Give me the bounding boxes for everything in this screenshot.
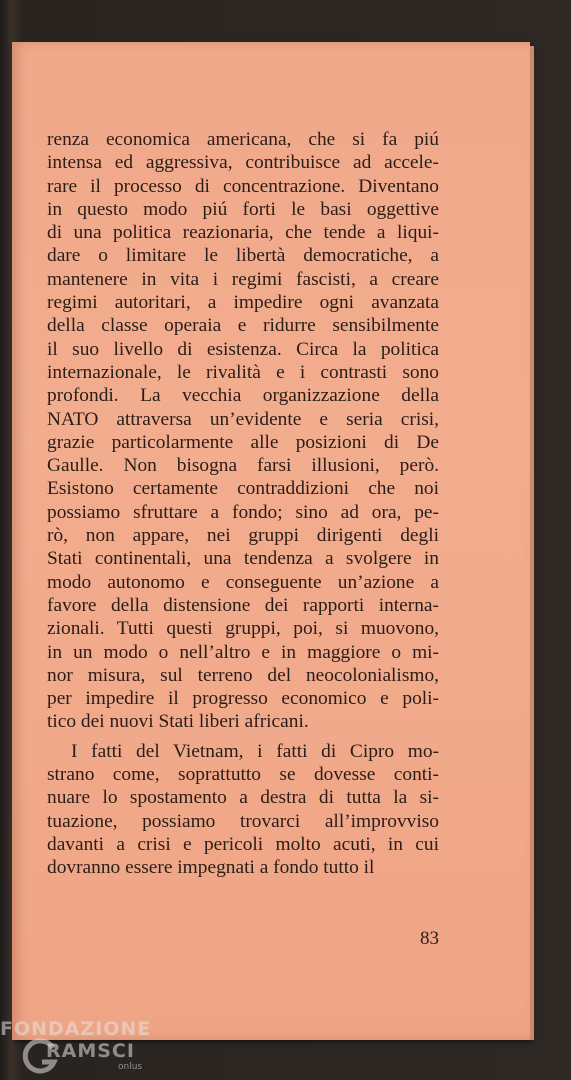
text-line: dovranno essere impegnati a fondo tutto il xyxy=(47,857,375,879)
text-line: strano come, soprattutto se dovesse conti- xyxy=(47,764,439,786)
text-line: zionali. Tutti questi gruppi, poi, si muovono, xyxy=(47,618,439,640)
watermark-line-2: RAMSCI xyxy=(46,1040,135,1062)
text-line: modo autonomo e conseguente un’azione a xyxy=(47,571,439,593)
text-line: intensa ed aggressiva, contribuisce ad accele- xyxy=(47,152,439,174)
text-line: Gaulle. Non bisogna farsi illusioni, però. xyxy=(47,455,439,477)
text-line: di una politica reazionaria, che tende a liqui- xyxy=(47,222,439,244)
text-line: il suo livello di esistenza. Circa la politica xyxy=(47,338,439,360)
text-line: tico dei nuovi Stati liberi africani. xyxy=(47,711,309,733)
text-line: rò, non appare, nei gruppi dirigenti degli xyxy=(47,525,439,547)
text-line: in un modo o nell’altro e in maggiore o mi- xyxy=(47,641,439,663)
text-line: possiamo sfruttare a fondo; sino ad ora, pe- xyxy=(47,501,439,523)
text-line: I fatti del Vietnam, i fatti di Cipro mo- xyxy=(71,740,439,762)
text-line: profondi. La vecchia organizzazione della xyxy=(47,385,439,407)
text-line: renza economica americana, che si fa piú xyxy=(47,129,439,150)
text-line: internazionale, le rivalità e i contrasti sono xyxy=(47,361,439,383)
text-line: della classe operaia e ridurre sensibilmente xyxy=(47,315,439,337)
text-line: rare il processo di concentrazione. Diventano xyxy=(47,175,439,197)
text-line: mantenere in vita i regimi fascisti, a creare xyxy=(47,268,439,290)
text-line: NATO attraversa un’evidente e seria crisi, xyxy=(47,408,439,430)
text-line: regimi autoritari, a impedire ogni avanzata xyxy=(47,292,439,314)
text-line: in questo modo piú forti le basi oggettive xyxy=(47,198,439,220)
body-text xyxy=(47,128,439,880)
text-line: dare o limitare le libertà democratiche, a xyxy=(47,245,439,267)
text-line: per impedire il progresso economico e poli- xyxy=(47,688,439,710)
text-line: Esistono certamente contraddizioni che noi xyxy=(47,478,439,500)
paragraph-2 xyxy=(47,740,439,880)
paragraph-1 xyxy=(47,128,439,734)
watermark-line-1: FONDAZIONE xyxy=(0,1018,152,1040)
text-line: nuare lo spostamento a destra di tutta la si- xyxy=(47,787,439,809)
text-line: Stati continentali, una tendenza a svolgere in xyxy=(47,548,439,570)
text-line: nor misura, sul terreno del neocolonialismo, xyxy=(47,664,439,686)
text-line: davanti a crisi e pericoli molto acuti, in cui xyxy=(47,833,439,855)
page-number: 83 xyxy=(420,928,439,949)
text-line: favore della distensione dei rapporti interna- xyxy=(47,594,439,616)
page-edge xyxy=(530,46,534,1040)
text-line: tuazione, possiamo trovarci all’improvviso xyxy=(47,810,439,832)
text-line: grazie particolarmente alle posizioni di De xyxy=(47,431,439,453)
watermark-small: onlus xyxy=(118,1062,143,1072)
